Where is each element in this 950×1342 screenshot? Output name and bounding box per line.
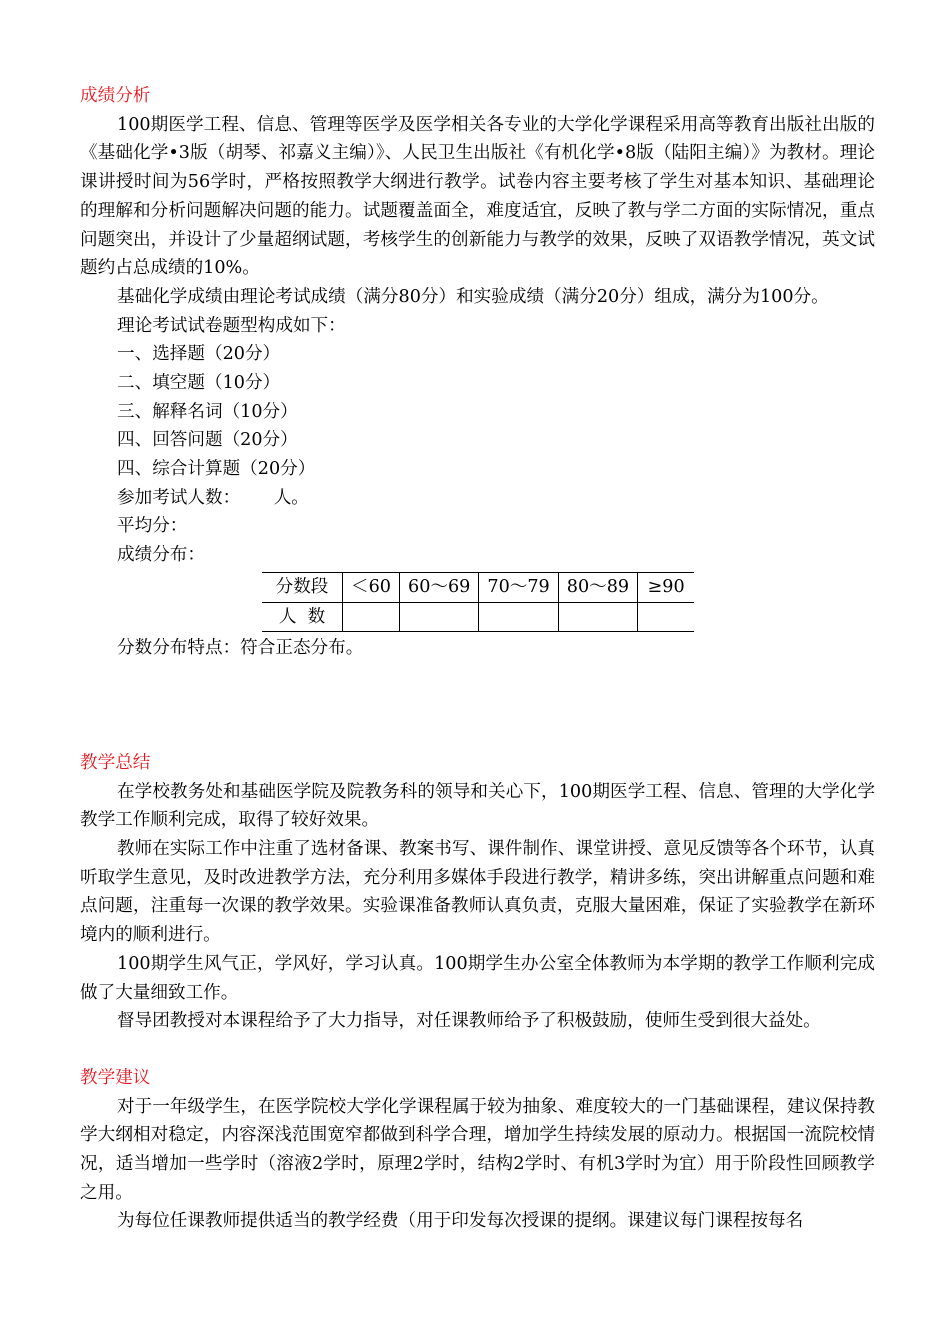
range-below-60: ＜60 bbox=[343, 572, 400, 602]
exam-item-fill-blank: 二、填空题（10分） bbox=[117, 372, 281, 393]
distribution-feature: 分数分布特点：符合正态分布。 bbox=[117, 638, 364, 659]
participant-count: 参加考试人数： 人。 bbox=[117, 487, 309, 508]
exam-item-questions: 四、回答问题（20分） bbox=[117, 430, 298, 451]
range-60-69: 60～69 bbox=[400, 572, 479, 602]
paragraph-summary-3: 100期学生风气正，学风好，学习认真。100期学生办公室全体教师为本学期的教学工作顺利完成做了大量细致工作。 bbox=[80, 953, 875, 1003]
count-80-89 bbox=[558, 602, 637, 632]
paragraph-summary-4: 督导团教授对本课程给予了大力指导，对任课教师给予了积极鼓励，使师生受到很大益处。 bbox=[117, 1011, 821, 1032]
score-distribution-table bbox=[262, 572, 694, 632]
paragraph-summary-2: 教师在实际工作中注重了选材备课、教案书写、课件制作、课堂讲授、意见反馈等各个环节，认真听取学生意见，及时改进教学方法，充分利用多媒体手段进行教学，精讲多练，突出讲解重点问题和难点问题，注重每一次课的教学效果。实验课准备教师认真负责，克服大量困难，保证了实验教学在新环境内的顺利进行。 bbox=[80, 838, 875, 946]
paragraph-suggestion-2: 为每位任课教师提供适当的教学经费（用于印发每次授课的提纲。课建议每门课程按每名 bbox=[117, 1211, 804, 1232]
table-count-row bbox=[262, 602, 694, 632]
count-60-69 bbox=[400, 602, 479, 632]
range-90-above: ≥90 bbox=[638, 572, 695, 602]
table-header-row bbox=[262, 572, 694, 602]
average-score: 平均分： bbox=[117, 516, 188, 537]
distribution-label: 成绩分布： bbox=[117, 545, 205, 566]
exam-item-calculation: 四、综合计算题（20分） bbox=[117, 459, 316, 480]
range-80-89: 80～89 bbox=[558, 572, 637, 602]
table-header-label: 分数段 bbox=[262, 572, 343, 602]
count-90-above bbox=[638, 602, 695, 632]
document-page bbox=[80, 82, 875, 1236]
exam-item-choice: 一、选择题（20分） bbox=[117, 344, 281, 365]
range-70-79: 70～79 bbox=[479, 572, 558, 602]
paragraph-summary-1: 在学校教务处和基础医学院及院教务科的领导和关心下，100期医学工程、信息、管理的大学化学教学工作顺利完成，取得了较好效果。 bbox=[80, 781, 875, 831]
paragraph-course-intro: 100期医学工程、信息、管理等医学及医学相关各专业的大学化学课程采用高等教育出版社出版的《基础化学•3版（胡琴、祁嘉义主编）》、人民卫生出版社《有机化学•8版（陆阳主编）》为教材。理论课讲授时间为56学时，严格按照教学大纲进行教学。试卷内容主要考核了学生对基本知识、基础理论的理解和分析问题解决问题的能力。试题覆盖面全，难度适宜，反映了教与学二方面的实际情况，重点问题突出，并设计了少量超纲试题，考核学生的创新能力与教学的效果，反映了双语教学情况，英文试题约占总成绩的10%。 bbox=[80, 114, 875, 279]
section-spacer bbox=[80, 1036, 875, 1064]
paragraph-score-composition: 基础化学成绩由理论考试成绩（满分80分）和实验成绩（满分20分）组成，满分为100分。 bbox=[117, 286, 829, 307]
count-row-label: 人 数 bbox=[262, 602, 343, 632]
paragraph-suggestion-1: 对于一年级学生，在医学院校大学化学课程属于较为抽象、难度较大的一门基础课程，建议保持教学大纲相对稳定，内容深浅范围宽窄都做到科学合理，增加学生持续发展的原动力。根据国一流院校情况，适当增加一些学时（溶液2学时，原理2学时，结构2学时、有机3学时为宜）用于阶段性回顾教学之用。 bbox=[80, 1096, 875, 1203]
exam-item-terms: 三、解释名词（10分） bbox=[117, 401, 298, 422]
section-heading-teaching-summary: 教学总结 bbox=[80, 752, 151, 773]
section-heading-teaching-suggestions: 教学建议 bbox=[80, 1067, 151, 1088]
section-heading-score-analysis: 成绩分析 bbox=[80, 86, 151, 106]
count-below-60 bbox=[343, 602, 400, 632]
section-spacer bbox=[80, 663, 875, 749]
count-70-79 bbox=[479, 602, 558, 632]
exam-composition-intro: 理论考试试卷题型构成如下： bbox=[117, 315, 346, 336]
